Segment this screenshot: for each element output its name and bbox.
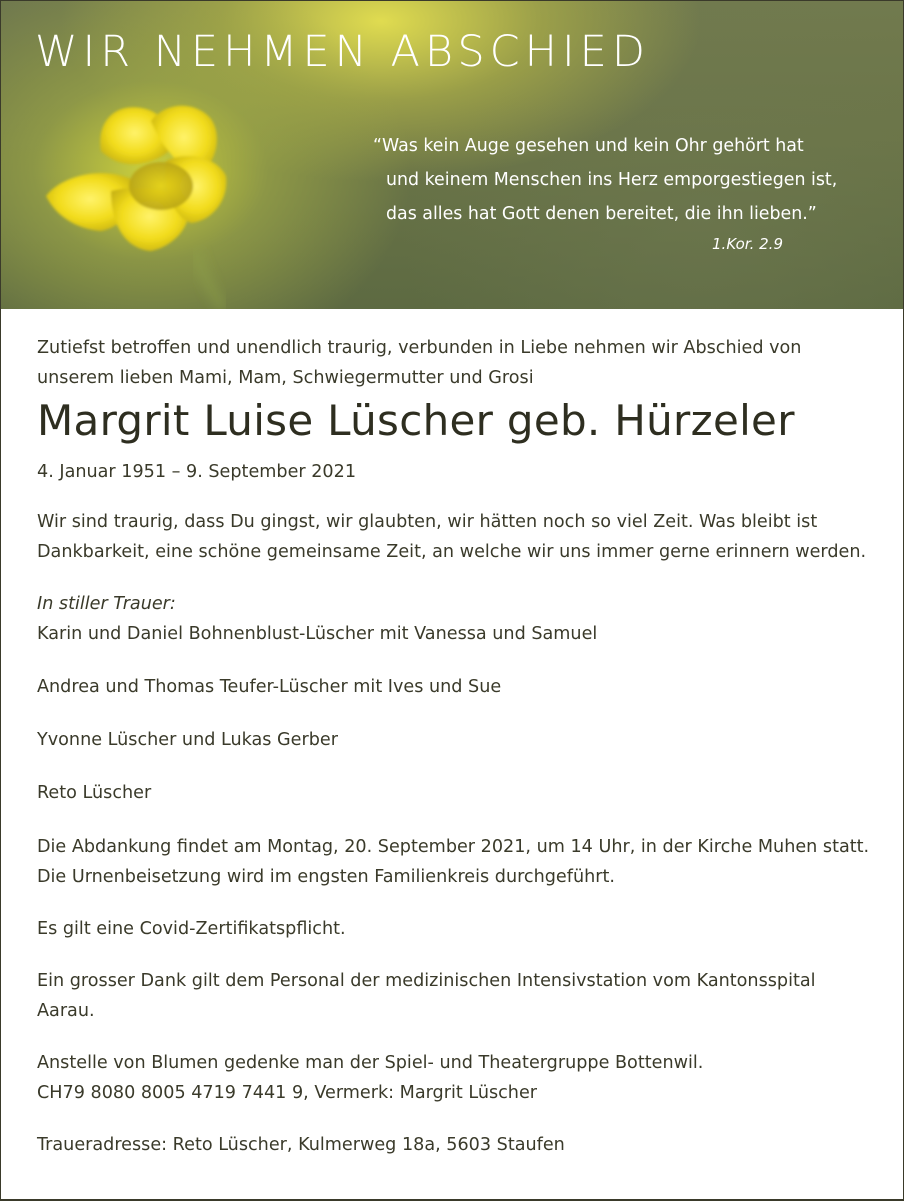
- mourning-address: Traueradresse: Reto Lüscher, Kulmerweg 18a, 5603 Staufen: [37, 1135, 565, 1155]
- mourner-family: Yvonne Lüscher und Lukas Gerber: [37, 730, 338, 750]
- verse-line-3: das alles hat Gott denen bereitet, die ihn lieben.”: [386, 204, 817, 224]
- header-photo-banner: [1, 1, 903, 309]
- life-dates: 4. Januar 1951 – 9. September 2021: [37, 462, 357, 482]
- deceased-name: Margrit Luise Lüscher geb. Hürzeler: [37, 396, 795, 445]
- funeral-info: Die Abdankung findet am Montag, 20. September 2021, um 14 Uhr, in der Kirche Muhen statt. Die Urnenbeisetzung wird im engsten Familienkreis durchgeführt.: [37, 837, 870, 887]
- obituary-page: [1, 1, 903, 1199]
- verse-reference: 1.Kor. 2.9: [712, 235, 783, 253]
- iban-line: CH79 8080 8005 4719 7441 9, Vermerk: Margrit Lüscher: [37, 1083, 538, 1103]
- mourner-family: Karin und Daniel Bohnenblust-Lüscher mit Vanessa und Samuel: [37, 624, 598, 644]
- mourner-family: Reto Lüscher: [37, 783, 152, 803]
- bible-verse: [373, 129, 843, 257]
- intro-text: Zutiefst betroffen und unendlich traurig, verbunden in Liebe nehmen wir Abschied von unserem lieben Mami, Mam, Schwiegermutter und Grosi: [37, 338, 802, 388]
- mourners-label: In stiller Trauer:: [37, 594, 176, 614]
- header-title: WIR NEHMEN ABSCHIED: [35, 27, 650, 77]
- mourner-family: Andrea und Thomas Teufer-Lüscher mit Ives und Sue: [37, 677, 502, 697]
- covid-notice: Es gilt eine Covid-Zertifikatspflicht.: [37, 919, 346, 939]
- thanks-text: Ein grosser Dank gilt dem Personal der medizinischen Intensivstation vom Kantonsspital Aarau.: [37, 971, 816, 1021]
- verse-line-2: und keinem Menschen ins Herz emporgestiegen ist,: [386, 170, 838, 190]
- donation-text: Anstelle von Blumen gedenke man der Spiel- und Theatergruppe Bottenwil.: [37, 1053, 704, 1073]
- verse-line-1: “Was kein Auge gesehen und kein Ohr gehört hat: [373, 136, 804, 156]
- obituary-content: [37, 333, 877, 1160]
- mourning-message: Wir sind traurig, dass Du gingst, wir glaubten, wir hätten noch so viel Zeit. Was bleibt ist Dankbarkeit, eine schöne gemeinsame Zeit, an welche wir uns immer gerne erinnern werden.: [37, 512, 867, 562]
